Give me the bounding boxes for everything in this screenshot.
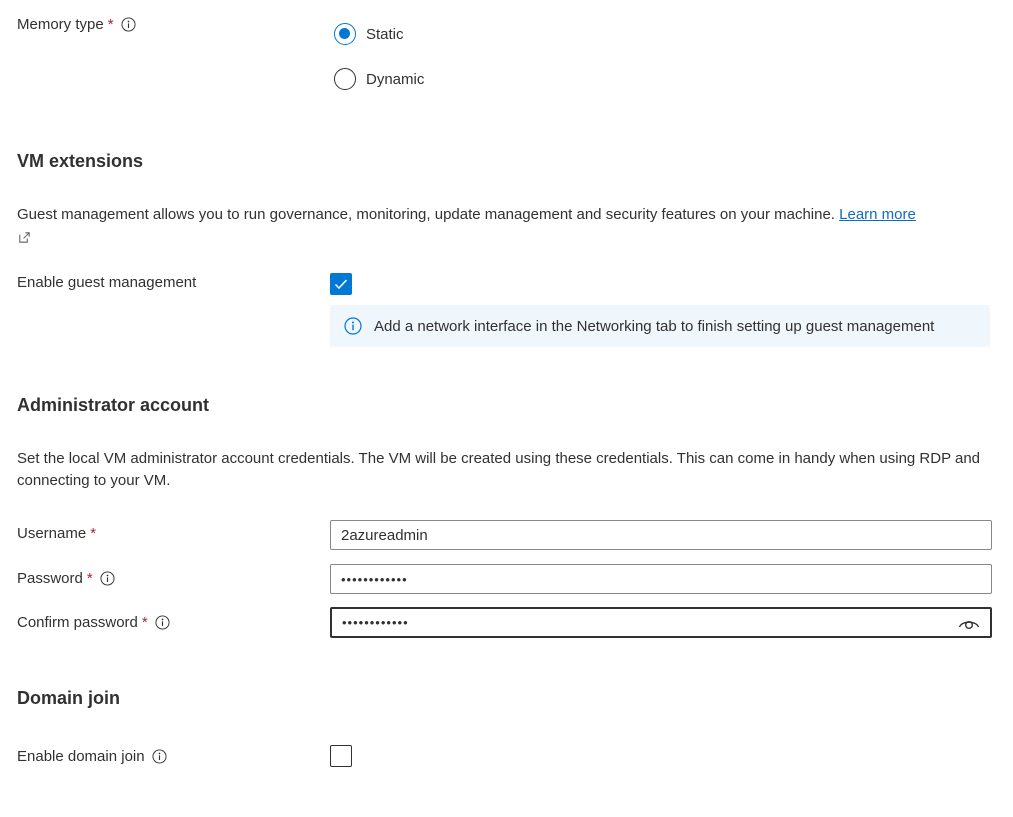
- enable-guest-management-checkbox[interactable]: [330, 273, 352, 295]
- memory-type-label: Memory type *: [17, 16, 136, 33]
- confirm-password-label: Confirm password *: [17, 614, 170, 631]
- info-icon[interactable]: [155, 615, 170, 630]
- enable-domain-join-checkbox[interactable]: [330, 745, 352, 767]
- radio-static-label: Static: [366, 25, 404, 43]
- vm-extensions-description: Guest management allows you to run governance, monitoring, update management and security features on your machine. Learn more: [17, 204, 1002, 248]
- eye-icon: [958, 616, 980, 630]
- username-value: 2azureadmin: [341, 526, 428, 544]
- username-label: Username *: [17, 525, 97, 542]
- info-icon[interactable]: [100, 571, 115, 586]
- vm-extensions-heading: VM extensions: [17, 151, 144, 171]
- required-mark: *: [90, 525, 97, 542]
- domain-join-heading: Domain join: [17, 688, 120, 708]
- info-message: Add a network interface in the Networking tab to finish setting up guest management: [374, 317, 935, 335]
- confirm-password-value: ••••••••••••: [342, 615, 409, 630]
- required-mark: *: [107, 16, 114, 33]
- enable-domain-join-label: Enable domain join: [17, 748, 167, 765]
- external-link-icon[interactable]: [17, 230, 32, 245]
- learn-more-link[interactable]: Learn more: [839, 206, 916, 223]
- radio-dynamic-label: Dynamic: [366, 70, 425, 88]
- radio-dynamic-button[interactable]: [334, 68, 356, 90]
- radio-dynamic[interactable]: [334, 68, 424, 90]
- reveal-password-button[interactable]: [958, 616, 980, 630]
- required-mark: *: [141, 614, 148, 631]
- password-label: Password *: [17, 570, 115, 587]
- check-icon: [334, 278, 348, 290]
- info-icon: [344, 317, 362, 335]
- password-input[interactable]: [330, 564, 992, 594]
- administrator-account-heading: Administrator account: [17, 395, 210, 415]
- info-icon[interactable]: [121, 17, 136, 32]
- confirm-password-input[interactable]: [330, 607, 992, 638]
- guest-management-info-bar: [330, 305, 990, 347]
- info-icon[interactable]: [152, 749, 167, 764]
- radio-static-button[interactable]: [334, 23, 356, 45]
- required-mark: *: [86, 570, 93, 587]
- radio-static[interactable]: [334, 23, 404, 45]
- password-value: ••••••••••••: [341, 571, 408, 587]
- administrator-account-description: Set the local VM administrator account credentials. The VM will be created using these credentials. This can come in handy when using RDP and connecting to your VM.: [17, 450, 981, 489]
- username-input[interactable]: [330, 520, 992, 550]
- enable-guest-management-label: Enable guest management: [17, 274, 197, 291]
